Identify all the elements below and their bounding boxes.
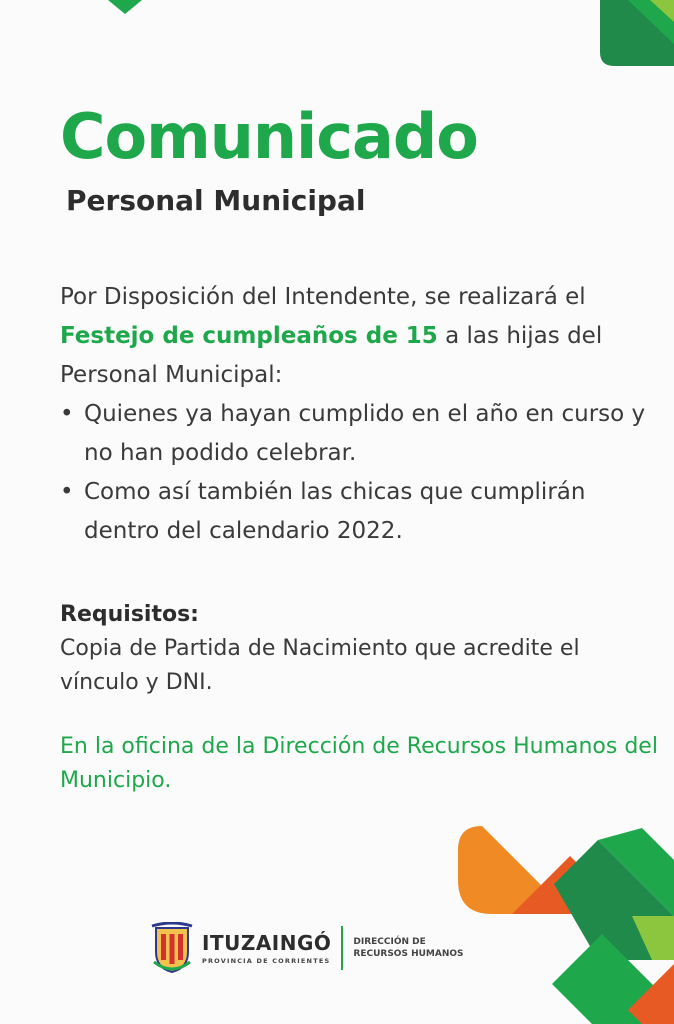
list-item-text: Quienes ya hayan cumplido en el año en curso y no han podido celebrar. (84, 401, 646, 466)
bullet-icon: • (60, 479, 74, 505)
intro-paragraph (60, 278, 660, 395)
top-left-decoration (100, 0, 150, 16)
page-title: Comunicado (60, 100, 478, 173)
department-label (353, 936, 463, 960)
logo-subtitle: PROVINCIA DE CORRIENTES (202, 957, 331, 965)
requirements-section (60, 598, 660, 700)
bottom-right-decoration (452, 820, 674, 1024)
announcement-body (60, 278, 660, 551)
municipal-crest-icon (150, 922, 194, 974)
department-line-2: RECURSOS HUMANOS (353, 949, 464, 959)
bullet-icon: • (60, 401, 74, 427)
page-subtitle: Personal Municipal (66, 184, 366, 217)
municipality-logo (202, 931, 331, 965)
logo-name: ITUZAINGÓ (202, 931, 332, 955)
requirements-text: Copia de Partida de Nacimiento que acredite el vínculo y DNI. (60, 636, 580, 695)
list-item (60, 395, 660, 473)
office-note: En la oficina de la Dirección de Recursos Humanos del Municipio. (60, 734, 658, 793)
top-right-decoration (598, 0, 674, 66)
intro-highlight: Festejo de cumpleaños de 15 (60, 323, 438, 349)
list-item-text: Como así también las chicas que cumplirán dentro del calendario 2022. (84, 479, 586, 544)
requirements-title: Requisitos: (60, 602, 199, 627)
list-item (60, 473, 660, 551)
intro-text: Por Disposición del Intendente, se realizará el (60, 284, 586, 310)
logo-divider (341, 926, 343, 970)
intro-text-end: a las hijas del Personal Municipal: (60, 323, 603, 388)
department-line-1: DIRECCIÓN DE (353, 937, 426, 947)
footer-logos (150, 920, 464, 976)
